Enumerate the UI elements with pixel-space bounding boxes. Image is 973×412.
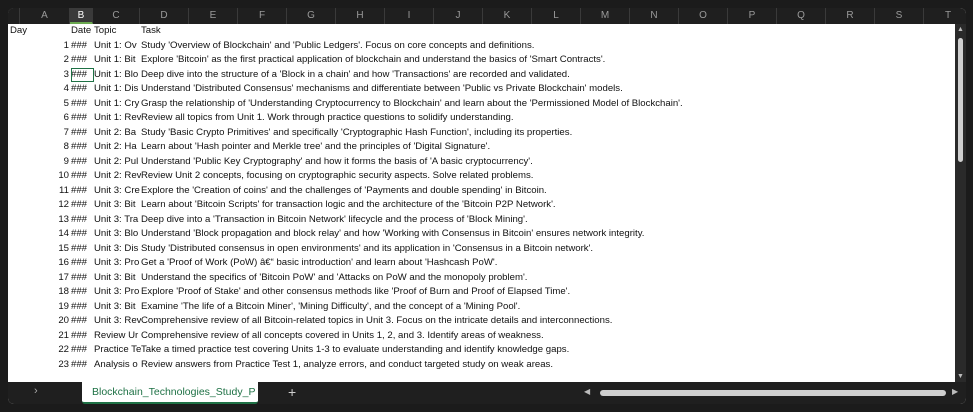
cell-day[interactable]: 3 [63, 68, 69, 80]
cell-day[interactable]: 19 [58, 300, 69, 312]
cell-topic[interactable]: Unit 3: Blo [94, 228, 139, 239]
cell-day[interactable]: 10 [58, 170, 69, 181]
column-header-n[interactable]: N [630, 8, 679, 24]
scroll-right-icon[interactable]: ▶ [952, 387, 959, 396]
table-row [8, 300, 955, 315]
cell-date[interactable]: ### [71, 83, 88, 94]
select-all-corner[interactable] [8, 8, 20, 24]
cell-day[interactable]: 21 [58, 329, 69, 341]
column-header-g[interactable]: G [287, 8, 336, 24]
cell-date[interactable]: ### [71, 257, 88, 268]
table-row [8, 140, 955, 155]
table-row [8, 39, 955, 54]
column-header-f[interactable]: F [238, 8, 287, 24]
cell-date[interactable]: ### [71, 141, 88, 152]
column-header-s[interactable]: S [875, 8, 924, 24]
cell-date[interactable]: ### [71, 155, 88, 167]
header-row [8, 24, 955, 39]
table-row [8, 271, 955, 286]
cell-day[interactable]: 18 [58, 286, 69, 297]
table-row [8, 242, 955, 257]
column-header-b[interactable]: B [70, 8, 93, 24]
cell-task[interactable]: Take a timed practice test covering Units 1-3 to evaluate understanding and identify knowledge gaps. [141, 344, 570, 355]
column-header-p[interactable]: P [728, 8, 777, 24]
column-header-t[interactable]: T [924, 8, 966, 24]
cell-b1[interactable]: Date [71, 25, 92, 36]
table-row [8, 285, 955, 300]
table-row [8, 314, 955, 329]
cell-topic[interactable]: Unit 2: Pul [94, 155, 139, 167]
cell-day[interactable]: 22 [58, 344, 69, 355]
cell-task[interactable]: Explore 'Bitcoin' as the first practical application of blockchain and understand the basics of 'Smart Contracts'. [141, 54, 606, 65]
table-row [8, 97, 955, 112]
cell-day[interactable]: 12 [58, 199, 69, 210]
cell-task[interactable]: Learn about 'Hash pointer and Merkle tree' and the principles of 'Digital Signature'. [141, 141, 491, 152]
table-row [8, 126, 955, 141]
cell-day[interactable]: 5 [63, 97, 69, 109]
cell-topic[interactable]: Unit 3: Tra [94, 213, 139, 225]
cell-topic[interactable]: Review Ur [94, 329, 139, 341]
scroll-down-icon[interactable]: ▼ [957, 373, 964, 380]
cell-date[interactable]: ### [71, 344, 88, 355]
cell-task[interactable]: Study 'Distributed consensus in open environments' and its application in 'Consensus in a Bitcoin network'. [141, 242, 594, 254]
column-header-q[interactable]: Q [777, 8, 826, 24]
cell-day[interactable]: 4 [63, 83, 69, 94]
cell-task[interactable]: Examine 'The life of a Bitcoin Miner', 'Mining Difficulty', and the concept of a 'Mining Pool'. [141, 300, 521, 312]
cell-date[interactable]: ### [71, 184, 88, 196]
spreadsheet-window [8, 8, 966, 404]
column-header-k[interactable]: K [483, 8, 532, 24]
table-row [8, 213, 955, 228]
table-row [8, 329, 955, 344]
cell-d1[interactable]: Task [141, 25, 161, 36]
cell-topic[interactable]: Unit 1: Dis [94, 83, 139, 94]
table-row [8, 343, 955, 358]
column-header-e[interactable]: E [189, 8, 238, 24]
cell-topic[interactable]: Unit 3: Dis [94, 242, 139, 254]
cell-date[interactable]: ### [71, 39, 88, 51]
sheet-tab-bar [8, 382, 966, 404]
cell-topic[interactable]: Unit 3: Rev [94, 315, 141, 326]
column-header-d[interactable]: D [140, 8, 189, 24]
cell-date[interactable]: ### [71, 68, 94, 83]
cell-date[interactable]: ### [71, 271, 88, 283]
cell-day[interactable]: 15 [58, 242, 69, 254]
cell-day[interactable]: 1 [63, 39, 69, 51]
cell-task[interactable]: Deep dive into a 'Transaction in Bitcoin Network' lifecycle and the process of 'Block Mining'. [141, 213, 528, 225]
cell-task[interactable]: Study 'Basic Crypto Primitives' and specifically 'Cryptographic Hash Function', including its properties. [141, 126, 573, 138]
table-row [8, 184, 955, 199]
cell-task[interactable]: Deep dive into the structure of a 'Block in a chain' and how 'Transactions' are recorded and validated. [141, 68, 570, 80]
cell-task[interactable]: Study 'Overview of Blockchain' and 'Public Ledgers'. Focus on core concepts and definitions. [141, 39, 535, 51]
plus-icon[interactable]: + [288, 384, 297, 400]
cell-task[interactable]: Comprehensive review of all Bitcoin-related topics in Unit 3. Focus on the intricate details and interconnections. [141, 315, 613, 326]
cell-day[interactable]: 13 [58, 213, 69, 225]
cell-date[interactable]: ### [71, 126, 88, 138]
table-row [8, 82, 955, 97]
table-row [8, 155, 955, 170]
cell-topic[interactable]: Unit 3: Bit [94, 271, 136, 283]
cell-topic[interactable]: Unit 3: Pro [94, 286, 140, 297]
cell-topic[interactable]: Unit 1: Blo [94, 68, 139, 80]
cell-a1[interactable]: Day [10, 25, 28, 36]
cell-task[interactable]: Review Unit 2 concepts, focusing on cryptographic security aspects. Solve related problems. [141, 170, 534, 181]
cell-date[interactable]: ### [71, 300, 88, 312]
cell-topic[interactable]: Unit 1: Ov [94, 39, 137, 51]
horizontal-scroll-thumb[interactable] [600, 390, 946, 396]
column-header-a[interactable]: A [20, 8, 70, 24]
column-header-c[interactable]: C [93, 8, 140, 24]
cell-day[interactable]: 9 [63, 155, 69, 167]
cell-day[interactable]: 6 [63, 112, 69, 123]
cell-topic[interactable]: Unit 2: Rev [94, 170, 141, 181]
cell-topic[interactable]: Practice Te [94, 344, 141, 355]
cell-date[interactable]: ### [71, 199, 88, 210]
cell-topic[interactable]: Unit 2: Ba [94, 126, 137, 138]
table-row [8, 53, 955, 68]
cell-date[interactable]: ### [71, 228, 88, 239]
cell-task[interactable]: Review answers from Practice Test 1, analyze errors, and conduct targeted study on weak areas. [141, 358, 554, 370]
table-row [8, 198, 955, 213]
cell-topic[interactable]: Unit 1: Rev [94, 112, 141, 123]
scroll-left-icon[interactable]: ◀ [584, 387, 591, 396]
cell-day[interactable]: 7 [63, 126, 69, 138]
cell-day[interactable]: 11 [59, 184, 69, 196]
cell-date[interactable]: ### [71, 315, 88, 326]
cell-date[interactable]: ### [71, 329, 88, 341]
column-header-h[interactable]: H [336, 8, 385, 24]
cell-task[interactable]: Explore 'Proof of Stake' and other consensus methods like 'Proof of Burn and Proof of Elapsed Time'. [141, 286, 571, 297]
column-header-r[interactable]: R [826, 8, 875, 24]
table-row [8, 227, 955, 242]
table-row [8, 169, 955, 184]
cell-topic[interactable]: Analysis o [94, 358, 138, 370]
cell-topic[interactable]: Unit 1: Cry [94, 97, 140, 109]
table-row [8, 256, 955, 271]
cell-task[interactable]: Get a 'Proof of Work (PoW) â€“ basic introduction' and learn about 'Hashcash PoW'. [141, 257, 498, 268]
cell-topic[interactable]: Unit 3: Bit [94, 300, 136, 312]
cell-day[interactable]: 14 [58, 228, 69, 239]
sheet-grid[interactable] [8, 24, 955, 382]
cell-topic[interactable]: Unit 3: Pro [94, 257, 140, 268]
cell-task[interactable]: Grasp the relationship of 'Understanding Cryptocurrency to Blockchain' and learn about the 'Permissioned Model of Blockchain'. [141, 97, 683, 109]
cell-date[interactable]: ### [71, 242, 88, 254]
cell-date[interactable]: ### [71, 213, 88, 225]
column-header-l[interactable]: L [532, 8, 581, 24]
column-header-o[interactable]: O [679, 8, 728, 24]
cell-topic[interactable]: Unit 3: Cre [94, 184, 140, 196]
cell-topic[interactable]: Unit 2: Ha [94, 141, 137, 152]
cell-day[interactable]: 16 [58, 257, 69, 268]
cell-task[interactable]: Understand 'Block propagation and block relay' and how 'Working with Consensus in Bitcoin' ensures network integrity. [141, 228, 645, 239]
cell-day[interactable]: 23 [58, 358, 69, 370]
table-row [8, 111, 955, 126]
cell-task[interactable]: Explore the 'Creation of coins' and the challenges of 'Payments and double spending' in Bitcoin. [141, 184, 547, 196]
cell-date[interactable]: ### [71, 112, 88, 123]
table-row [8, 358, 955, 373]
chevron-right-icon[interactable]: › [34, 385, 38, 397]
table-row [8, 68, 955, 83]
sheet-tab[interactable]: Blockchain_Technologies_Study_P [82, 382, 258, 404]
cell-task[interactable]: Review all topics from Unit 1. Work through practice questions to solidify understanding. [141, 112, 514, 123]
vertical-scrollbar[interactable] [955, 24, 966, 382]
scroll-up-icon[interactable]: ▲ [957, 26, 964, 33]
cell-task[interactable]: Understand the specifics of 'Bitcoin PoW' and 'Attacks on PoW and the monopoly problem'. [141, 271, 528, 283]
cell-day[interactable]: 17 [58, 271, 69, 283]
cell-date[interactable]: ### [71, 358, 88, 370]
cell-task[interactable]: Understand 'Public Key Cryptography' and how it forms the basis of 'A basic cryptocurrency'. [141, 155, 533, 167]
column-header-j[interactable]: J [434, 8, 483, 24]
cell-topic[interactable]: Unit 1: Bit [94, 54, 136, 65]
cell-date[interactable]: ### [71, 286, 88, 297]
cell-day[interactable]: 2 [63, 54, 69, 65]
vertical-scroll-thumb[interactable] [958, 38, 963, 162]
cell-day[interactable]: 8 [63, 141, 69, 152]
cell-c1[interactable]: Topic [94, 25, 117, 36]
cell-task[interactable]: Understand 'Distributed Consensus' mechanisms and differentiate between 'Public vs Private Blockchain' models. [141, 83, 623, 94]
column-header-bar [8, 8, 966, 24]
cell-date[interactable]: ### [71, 97, 88, 109]
cell-task[interactable]: Comprehensive review of all concepts covered in Units 1, 2, and 3. Identify areas of weakness. [141, 329, 544, 341]
column-header-i[interactable]: I [385, 8, 434, 24]
column-header-m[interactable]: M [581, 8, 630, 24]
cell-task[interactable]: Learn about 'Bitcoin Scripts' for transaction logic and the architecture of the 'Bitcoin P2P Network'. [141, 199, 556, 210]
cell-topic[interactable]: Unit 3: Bit [94, 199, 136, 210]
cell-day[interactable]: 20 [58, 315, 69, 326]
cell-date[interactable]: ### [71, 54, 88, 65]
cell-date[interactable]: ### [71, 170, 88, 181]
